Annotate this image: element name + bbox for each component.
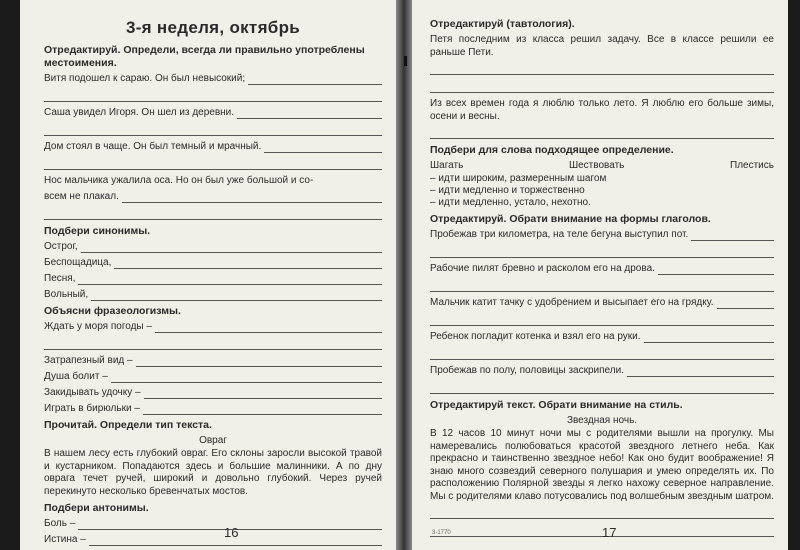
exercise-line — [44, 321, 382, 333]
exercise-line — [44, 355, 382, 367]
exercise-line — [44, 141, 382, 153]
answer-line — [111, 373, 382, 383]
task-heading-synonyms: Подбери синонимы. — [44, 225, 151, 237]
page-title: 3-я неделя, октябрь — [125, 18, 301, 37]
exercise-line — [44, 534, 382, 546]
answer-line — [717, 299, 774, 309]
exercise-text: Саша увидел Игоря. Он шел из деревни. — [44, 107, 235, 118]
answer-line — [44, 157, 382, 170]
answer-line — [78, 275, 382, 285]
exercise-text: Дом стоял в чаще. Он был темный и мрачный. — [44, 141, 262, 152]
answer-line — [430, 313, 774, 326]
exercise-line — [430, 297, 774, 309]
exercise-line — [44, 257, 382, 269]
book-gutter — [396, 0, 412, 550]
exercise-line — [44, 403, 382, 415]
task-heading-definitions: Подбери для слова подходящее определение. — [430, 144, 674, 156]
exercise-text: Острог, — [44, 241, 78, 252]
exercise-line — [44, 191, 382, 203]
exercise-line — [44, 73, 382, 85]
task-heading-tautology: Отредактируй (тавтология). — [430, 18, 575, 30]
answer-line — [658, 265, 774, 275]
word: Шествовать — [568, 160, 625, 171]
answer-line — [264, 143, 382, 153]
answer-line — [44, 207, 382, 220]
answer-line — [430, 279, 774, 292]
exercise-line — [44, 107, 382, 119]
page-number: 16 — [224, 525, 239, 540]
staple — [404, 56, 407, 66]
answer-line — [114, 259, 382, 269]
exercise-text: Пробежав по полу, половицы заскрипели. — [430, 365, 624, 376]
answer-line — [91, 291, 382, 301]
word: Шагать — [430, 160, 464, 171]
exercise-text: Затрапезный вид – — [44, 355, 133, 366]
exercise-text: Закидывать удочку – — [44, 387, 141, 398]
text-body: В 12 часов 10 минут ночи мы с родителями вышли на прогулку. Мы намеревались полюбоваться красотой звездного летнего неба. Как прекрасно и таинственно звездное небо! Как оно будит воображение! Я знаю много созвездий северного полушария и умею определять их. По расположению Полярной звезды я легко нахожу северное направление. Мы с родителями клаво потусовались под волшебным звездным шатром. — [430, 428, 774, 502]
right-page — [412, 0, 788, 550]
answer-line — [237, 109, 382, 119]
answer-line — [644, 333, 774, 343]
answer-line — [44, 89, 382, 102]
answer-line — [143, 405, 382, 415]
exercise-text: Вольный, — [44, 289, 89, 300]
answer-line — [627, 367, 774, 377]
definition-item: – идти широким, размеренным шагом — [430, 173, 607, 184]
word: Плестись — [730, 160, 774, 171]
task-heading-text-type: Прочитай. Определи тип текста. — [44, 419, 212, 431]
answer-line — [430, 381, 774, 394]
text-title: Овраг — [199, 435, 227, 446]
word-row — [430, 160, 774, 171]
exercise-line — [44, 387, 382, 399]
exercise-text: Петя последним из класса решил задачу. Все в классе решили ее раньше Пети. — [430, 34, 774, 58]
exercise-text: Боль – — [44, 518, 76, 529]
text-title: Звездная ночь. — [566, 415, 638, 426]
answer-line — [430, 126, 774, 139]
page-number: 17 — [602, 525, 617, 540]
exercise-text: Из всех времен года я люблю только лето. Я люблю его больше зимы, осени и весны. — [430, 98, 774, 122]
exercise-line — [430, 331, 774, 343]
answer-line — [430, 347, 774, 360]
exercise-text: Мальчик катит тачку с удобрением и высыпает его на грядку. — [430, 297, 714, 308]
exercise-line — [430, 263, 774, 275]
exercise-text: Витя подошел к сараю. Он был невысокий; — [44, 73, 246, 84]
exercise-line — [430, 365, 774, 377]
answer-line — [44, 337, 382, 350]
task-heading-idioms: Объясни фразеологизмы. — [44, 305, 181, 317]
exercise-text: Истина – — [44, 534, 86, 545]
print-code: 3-1770 — [432, 530, 451, 536]
answer-line — [248, 75, 382, 85]
exercise-text: Беспощадица, — [44, 257, 112, 268]
exercise-text: Ждать у моря погоды – — [44, 321, 152, 332]
exercise-line — [44, 175, 382, 187]
answer-line — [136, 357, 382, 367]
task-heading-verb-forms: Отредактируй. Обрати внимание на формы глаголов. — [430, 213, 711, 225]
exercise-text: всем не плакал. — [44, 191, 119, 202]
answer-line — [430, 245, 774, 258]
task-heading-style: Отредактируй текст. Обрати внимание на стиль. — [430, 399, 683, 411]
answer-line — [144, 389, 382, 399]
task-heading-pronouns: Отредактируй. Определи, всегда ли правильно употреблены местоимения. — [44, 44, 365, 69]
exercise-line — [44, 518, 382, 530]
exercise-text: Песня, — [44, 273, 76, 284]
task-heading-antonyms: Подбери антонимы. — [44, 502, 149, 514]
answer-line — [122, 193, 382, 203]
definition-item: – идти медленно и торжественно — [430, 185, 585, 196]
answer-line — [430, 506, 774, 519]
exercise-line — [44, 289, 382, 301]
answer-line — [430, 80, 774, 93]
exercise-text: Играть в бирюльки – — [44, 403, 140, 414]
exercise-text: Ребенок погладит котенка и взял его на руки. — [430, 331, 641, 342]
exercise-text: Пробежав три километра, на теле бегуна выступил пот. — [430, 229, 689, 240]
exercise-line — [44, 241, 382, 253]
answer-line — [155, 323, 382, 333]
answer-line — [44, 123, 382, 136]
text-body: В нашем лесу есть глубокий овраг. Его склоны заросли высокой травой и кустарником. Попадаются здесь и большие малинники. А по дну оврага течет ручей, широкий и довольно глубокий. Через ручей перекинуто несколько бревенчатых мостов. — [44, 448, 382, 497]
left-page — [20, 0, 396, 550]
exercise-line — [44, 371, 382, 383]
exercise-text: Рабочие пилят бревно и расколом его на дрова. — [430, 263, 655, 274]
exercise-line — [430, 229, 774, 241]
answer-line — [81, 243, 382, 253]
definition-item: – идти медленно, устало, нехотно. — [430, 197, 591, 208]
answer-line — [691, 231, 774, 241]
exercise-line — [44, 273, 382, 285]
answer-line — [430, 62, 774, 75]
exercise-text: Нос мальчика ужалила оса. Но он был уже большой и со- — [44, 175, 314, 186]
exercise-text: Душа болит – — [44, 371, 108, 382]
